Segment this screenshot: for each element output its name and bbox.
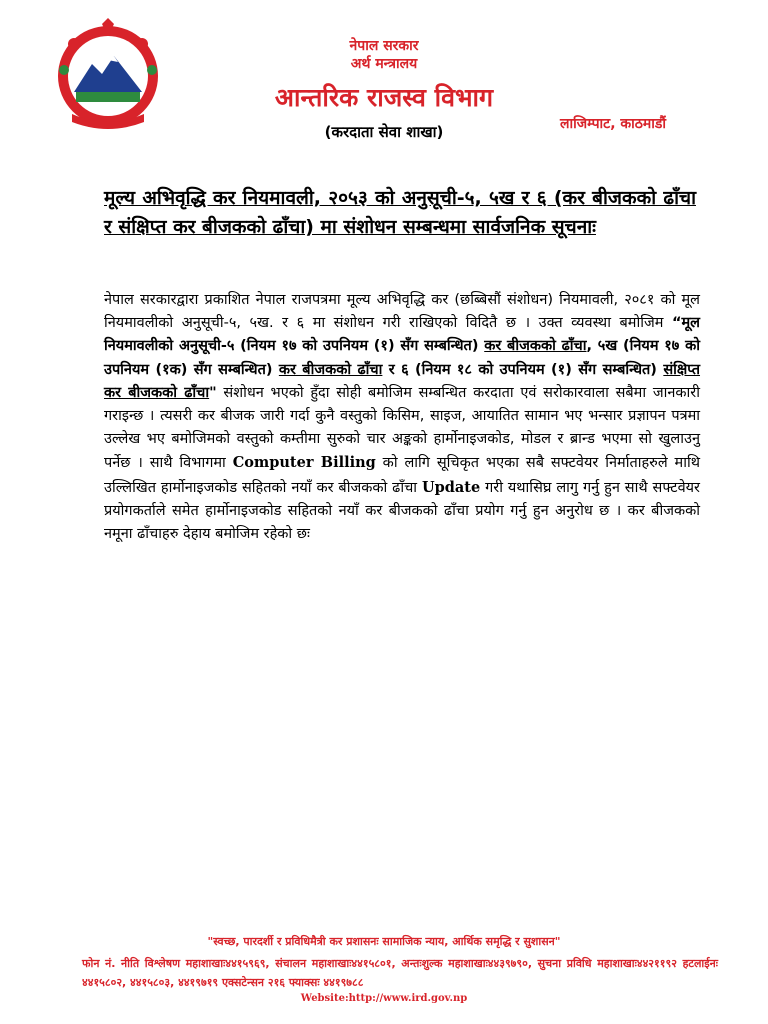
footer-contacts: फोन नं. नीति विश्लेषण महाशाखाः४४१५९६९, संचालन महाशाखाः४४१५८०१, अन्तःशुल्क महाशाखाः४४३९७९०, सुचना प्रविधि महाशाखाः४४२११९२ हटलाईनः ४४१५८०२, ४४१५८०३, ४४१९७१९ एक्सटेन्सन २१६ फ्याक्सः ४४१९७८८ [82,957,718,989]
government-label: नेपाल सरकार [349,38,419,54]
quote-close: " [209,384,217,401]
quote-part-1: “मूल नियमावलीको अनुसूची-५ (नियम १७ को उपनियम (१) सँग सम्बन्धित) [104,315,700,355]
footer [0,934,768,1004]
body-text-4: गरी यथासिघ्र लागु गर्नु हुन साथै सफ्टवेयर प्रयोगकर्ताले समेत हार्मोनाइजकोड सहितको नयाँ कर बीजकको ढाँचा प्रयोग गर्नु हुन अनुरोध छ । कर बीजकको नमूना ढाँचाहरु देहाय बमोजिम रहेको छः [104,479,700,543]
quote-part-3: र ६ (नियम १८ को उपनियम (१) सँग सम्बन्धित) [382,361,664,378]
department-title: आन्तरिक राजस्व विभाग [274,83,494,112]
body-text-1: नेपाल सरकारद्वारा प्रकाशित नेपाल राजपत्रमा मूल्य अभिवृद्धि कर (छब्बिसौं संशोधन) नियमावली, २०८१ को मूल नियमावलीको अनुसूची-५, ५ख. र ६ मा संशोधन गरी राखिएको विदितै छ । उक्त व्यवस्था बमोजिम [104,292,700,332]
ministry-label: अर्थ मन्त्रालय [350,56,418,72]
computer-billing-term: Computer Billing [232,454,376,472]
quote-underlined-1: कर बीजकको ढाँचा [484,338,587,355]
notice-title: मूल्य अभिवृद्धि कर नियमावली, २०५३ को अनुसूची-५, ५ख र ६ (कर बीजकको ढाँचा र संक्षिप्त कर बीजकको ढाँचा) मा संशोधन सम्बन्धमा सार्वजनिक सूचनाः [104,187,696,238]
quote-part-2: , ५ख (नियम १७ को उपनियम (१क) सँग सम्बन्धित) [104,338,700,378]
update-term: Update [421,478,481,496]
notice-paragraph [104,289,700,546]
body-text-3: को लागि सूचिकृत भएका सबै सफ्टवेयर निर्माताहरुले माथि उल्लिखित हार्मोनाइजकोड सहितको नयाँ कर बीजकको ढाँचा [104,455,701,496]
body-text-2: संशोधन भएको हुँदा सोही बमोजिम सम्बन्धित करदाता एवं सरोकारवाला सबैमा जानकारी गराइन्छ । त्यसरी कर बीजक जारी गर्दा कुनै वस्तुको किसिम, साइज, आयातित सामान भए भन्सार प्रज्ञापन पत्रमा उल्लेख भए बमोजिमको वस्तुको कम्तीमा सुरुको चार अङ्कको हार्मोनाइजकोड, मोडल र ब्रान्ड भएमा सो खुलाउनु पर्नेछ । साथै विभागमा [104,384,700,472]
notice-body [104,289,700,546]
office-location: लाजिम्पाट, काठमाडौं [560,116,667,132]
footer-website-link[interactable]: Website:http://www.ird.gov.np [300,993,468,1004]
quote-underlined-3: संक्षिप्त कर बीजकको ढाँचा [104,361,701,401]
branch-label: (करदाता सेवा शाखा) [324,123,444,141]
footer-motto: "स्वच्छ, पारदर्शी र प्रविधिमैत्री कर प्रशासनः सामाजिक न्याय, आर्थिक समृद्धि र सुशासन" [207,935,561,948]
quote-underlined-2: कर बीजकको ढाँचा [278,361,383,378]
